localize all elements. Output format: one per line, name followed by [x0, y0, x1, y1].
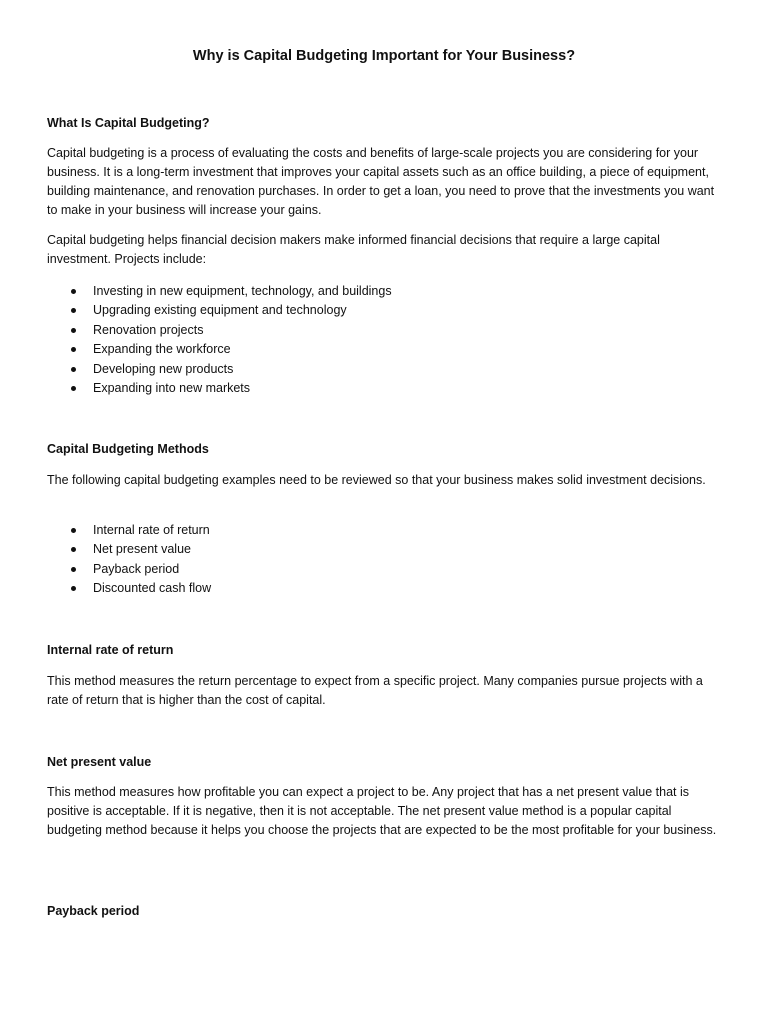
methods-bullet-list	[47, 521, 707, 599]
list-item: Renovation projects	[47, 321, 707, 340]
projects-bullet-list	[47, 282, 707, 398]
bullet-icon	[71, 567, 76, 572]
bullet-icon	[71, 547, 76, 552]
paragraph-what-is-2: Capital budgeting helps financial decision makers make informed financial decisions that require a large capital investment. Projects include:	[47, 233, 660, 266]
bullet-icon	[71, 328, 76, 333]
section-heading-irr: Internal rate of return	[47, 643, 174, 657]
document-title: Why is Capital Budgeting Important for Your Business?	[192, 48, 576, 64]
list-item: Expanding the workforce	[47, 340, 707, 359]
list-item: Upgrading existing equipment and technology	[47, 301, 707, 320]
bullet-icon	[71, 386, 76, 391]
list-item: Payback period	[47, 560, 707, 579]
list-item: Discounted cash flow	[47, 579, 707, 598]
section-heading-methods: Capital Budgeting Methods	[47, 442, 209, 456]
section-heading-what-is: What Is Capital Budgeting?	[47, 116, 210, 130]
paragraph-irr: This method measures the return percentage to expect from a specific project. Many companies pursue projects with a rate of return that is higher than the cost of capital.	[47, 674, 703, 707]
list-item: Investing in new equipment, technology, and buildings	[47, 282, 707, 301]
list-item: Developing new products	[47, 360, 707, 379]
section-heading-payback: Payback period	[47, 904, 140, 918]
bullet-icon	[71, 289, 76, 294]
bullet-icon	[71, 367, 76, 372]
list-item: Net present value	[47, 540, 707, 559]
bullet-icon	[71, 586, 76, 591]
list-item: Internal rate of return	[47, 521, 707, 540]
section-heading-npv: Net present value	[47, 755, 152, 769]
bullet-icon	[71, 308, 76, 313]
paragraph-what-is-1: Capital budgeting is a process of evaluating the costs and benefits of large-scale projects you are considering for your business. It is a long-term investment that improves your capital assets such as an office building, a piece of equipment, building maintenance, and renovation purchases. In order to get a loan, you need to prove that the investments you want to make in your business will increase your gains.	[47, 146, 715, 217]
paragraph-methods: The following capital budgeting examples need to be reviewed so that your business makes solid investment decisions.	[47, 473, 706, 487]
paragraph-npv: This method measures how profitable you can expect a project to be. Any project that has a net present value that is positive is acceptable. If it is negative, then it is not acceptable. The net present value method is a popular capital budgeting method because it helps you choose the projects that are expected to be the most profitable for your business.	[47, 785, 717, 837]
bullet-icon	[71, 528, 76, 533]
list-item: Expanding into new markets	[47, 379, 707, 398]
bullet-icon	[71, 347, 76, 352]
